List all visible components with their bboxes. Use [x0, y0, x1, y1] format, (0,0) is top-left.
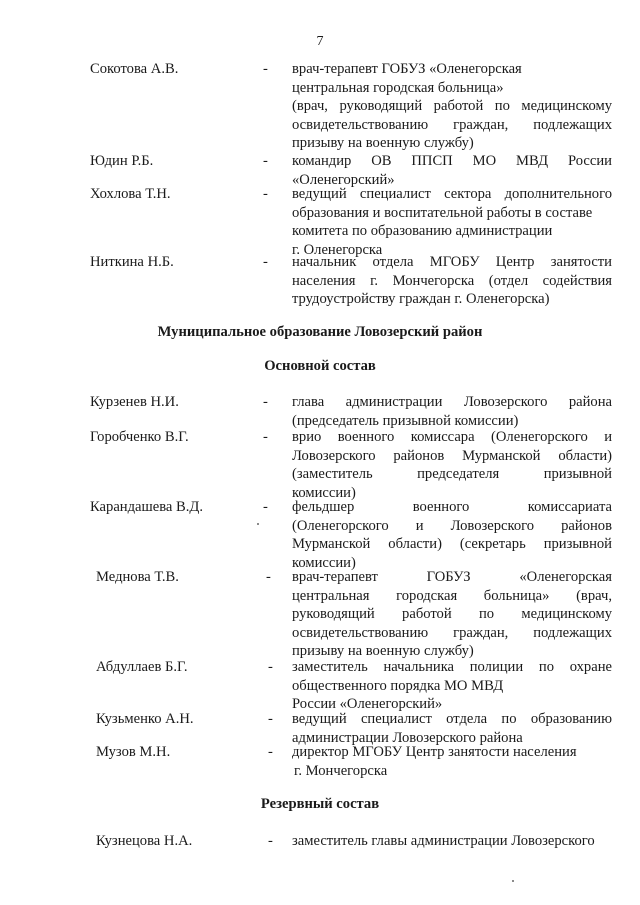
dash: -	[263, 499, 268, 515]
role-line: врач-терапевт ГОБУЗ «Оленегорская	[292, 569, 612, 585]
section-title: Муниципальное образование Ловозерский район	[157, 324, 483, 340]
member-name: Музов М.Н.	[96, 744, 171, 760]
member-name: Кузьменко А.Н.	[96, 711, 194, 727]
reserve-composition-title: Резервный состав	[260, 796, 380, 812]
member-role	[292, 60, 612, 153]
dash: -	[268, 659, 273, 675]
role-line: общественного порядка МО МВД	[292, 677, 504, 694]
role-line: ведущий специалист отдела по образованию	[292, 711, 612, 727]
member-role	[292, 710, 612, 747]
role-line: руководящий работой по медицинскому	[292, 606, 612, 623]
role-line: освидетельствованию граждан, подлежащих	[292, 624, 612, 641]
dash: -	[263, 394, 268, 410]
role-line: заместитель главы администрации Ловозерского	[292, 833, 595, 849]
member-name: Карандашева В.Д.	[90, 499, 204, 515]
role-line: глава администрации Ловозерского района	[292, 394, 612, 410]
dash: -	[268, 744, 273, 760]
role-line: образования и воспитательной работы в составе	[292, 204, 593, 221]
role-line: «Оленегорский»	[292, 171, 395, 188]
member-name: Сокотова А.В.	[90, 61, 179, 77]
role-line: врач-терапевт ГОБУЗ «Оленегорская	[292, 61, 522, 77]
main-composition-title: Основной состав	[264, 358, 376, 374]
member-role	[292, 568, 612, 661]
role-line: центральная городская больница»	[292, 79, 504, 96]
dash: -	[263, 153, 268, 169]
member-role	[292, 393, 612, 430]
role-line: администрации Ловозерского района	[292, 729, 523, 746]
role-line: начальник отдела МГОБУ Центр занятости	[292, 254, 612, 270]
role-line: (заместитель председателя призывной	[292, 466, 612, 483]
role-line: комиссии)	[292, 554, 356, 571]
role-line: Мурманской области) (секретарь призывной	[292, 536, 612, 553]
role-line: призыву на военную службу)	[292, 643, 474, 660]
role-line: врио военного комиссара (Оленегорского и	[292, 429, 612, 445]
dash: -	[263, 186, 268, 202]
role-line: фельдшер военного комиссариата	[292, 499, 612, 515]
scan-speck	[512, 880, 514, 882]
role-line: комитета по образованию администрации	[292, 223, 553, 240]
role-line: призыву на военную службу)	[292, 135, 474, 152]
role-line: освидетельствованию граждан, подлежащих	[292, 116, 612, 133]
member-name: Кузнецова Н.А.	[96, 833, 193, 849]
role-line: (врач, руководящий работой по медицинскому	[292, 98, 612, 115]
page-number: 7	[316, 34, 324, 49]
member-name: Меднова Т.В.	[96, 569, 179, 585]
member-name: Ниткина Н.Б.	[90, 254, 174, 270]
role-line: населения г. Мончегорска (отдел содействия	[292, 272, 612, 289]
member-role	[292, 152, 612, 189]
dash: -	[263, 429, 268, 445]
member-role	[292, 658, 612, 714]
role-line: директор МГОБУ Центр занятости населения	[292, 744, 577, 760]
member-name: Горобченко В.Г.	[90, 429, 189, 445]
member-role	[292, 253, 612, 309]
dash: -	[268, 711, 273, 727]
dash: -	[268, 833, 273, 849]
member-role	[292, 743, 592, 780]
member-name: Юдин Р.Б.	[90, 153, 154, 169]
role-line: трудоустройству граждан г. Оленегорска)	[292, 291, 550, 308]
dash: -	[266, 569, 271, 585]
role-line: (Оленегорского и Ловозерского районов	[292, 517, 612, 534]
member-name: Абдуллаев Б.Г.	[96, 659, 188, 675]
member-role	[292, 498, 612, 572]
scan-speck	[257, 523, 259, 525]
role-line: комиссии)	[292, 484, 356, 501]
member-role	[292, 832, 612, 851]
member-name: Хохлова Т.Н.	[90, 186, 171, 202]
member-name: Курзенев Н.И.	[90, 394, 179, 410]
role-line: ведущий специалист сектора дополнительного	[292, 186, 612, 202]
member-role	[292, 185, 612, 259]
role-line: центральная городская больница» (врач,	[292, 587, 612, 604]
role-line: Ловозерского районов Мурманской области)	[292, 447, 612, 464]
role-line: г. Оленегорска	[292, 241, 383, 258]
role-line: (председатель призывной комиссии)	[292, 412, 519, 429]
member-role	[292, 428, 612, 502]
role-line: России «Оленегорский»	[292, 696, 443, 713]
role-line: заместитель начальника полиции по охране	[292, 659, 612, 675]
role-line: г. Мончегорска	[294, 762, 388, 779]
dash: -	[263, 254, 268, 270]
role-line: командир ОВ ППСП МО МВД России	[292, 153, 612, 169]
dash: -	[263, 61, 268, 77]
